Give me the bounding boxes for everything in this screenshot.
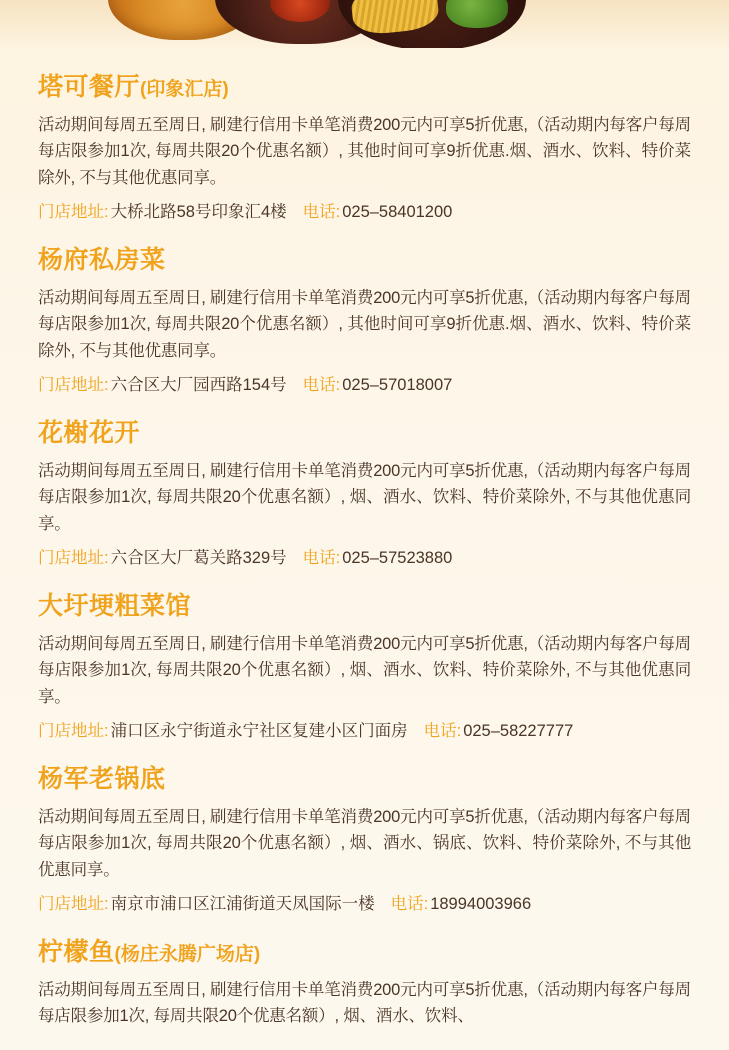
address-value: 六合区大厂园西路154号 (110, 375, 287, 394)
promo-description: 活动期间每周五至周日, 刷建行信用卡单笔消费200元内可享5折优惠,（活动期内每客户每周每店限参加1次, 每周共限20个优惠名额）, 烟、酒水、饮料、特价菜除外, 不与其他优惠同享。 (38, 461, 691, 534)
phone-value[interactable]: 025–57523880 (342, 548, 453, 567)
promo-description: 活动期间每周五至周日, 刷建行信用卡单笔消费200元内可享5折优惠,（活动期内每客户每周每店限参加1次, 每周共限20个优惠名额）, 烟、酒水、锅底、饮料、特价菜除外, 不与其他优惠同享。 (38, 807, 691, 880)
shop-name (38, 420, 691, 448)
list-item (38, 48, 691, 225)
address-value: 南京市浦口区江浦街道天凤国际一楼 (110, 894, 375, 913)
shop-contact (38, 372, 691, 398)
shop-contact (38, 199, 691, 225)
shop-name-main: 杨府私房菜 (38, 246, 166, 275)
address-label: 门店地址: (38, 721, 109, 740)
address-label: 门店地址: (38, 202, 109, 221)
phone-label: 电话: (302, 548, 341, 567)
list-item (38, 917, 691, 1030)
list-item (38, 571, 691, 744)
address-label: 门店地址: (38, 548, 109, 567)
shop-name-branch: (印象汇店) (140, 79, 229, 100)
promo-description: 活动期间每周五至周日, 刷建行信用卡单笔消费200元内可享5折优惠,（活动期内每客户每周每店限参加1次, 每周共限20个优惠名额）, 烟、酒水、饮料、 (38, 980, 691, 1026)
food-photo-3 (338, 0, 526, 48)
address-label: 门店地址: (38, 894, 109, 913)
address-value: 浦口区永宁街道永宁社区复建小区门面房 (110, 721, 408, 740)
phone-label: 电话: (423, 721, 462, 740)
shop-contact (38, 891, 691, 917)
shop-name (38, 939, 691, 967)
phone-value[interactable]: 025–58401200 (342, 202, 453, 221)
shop-name-main: 柠檬鱼 (38, 938, 115, 967)
phone-value[interactable]: 025–57018007 (342, 375, 453, 394)
shop-contact (38, 718, 691, 744)
shop-contact (38, 545, 691, 571)
merchant-list (0, 48, 729, 1030)
list-item (38, 398, 691, 571)
food-photo-band (0, 0, 729, 48)
shop-name-main: 塔可餐厅 (38, 73, 141, 101)
address-label: 门店地址: (38, 375, 109, 394)
list-item (38, 225, 691, 398)
shop-name (38, 593, 691, 621)
shop-name-main: 杨军老锅底 (38, 765, 166, 794)
shop-name (38, 247, 691, 275)
phone-value[interactable]: 18994003966 (430, 894, 532, 913)
phone-label: 电话: (302, 202, 341, 221)
shop-name-main: 花榭花开 (38, 419, 141, 448)
address-value: 六合区大厂葛关路329号 (110, 548, 287, 567)
phone-value[interactable]: 025–58227777 (463, 721, 574, 740)
shop-name (38, 766, 691, 794)
phone-label: 电话: (390, 894, 429, 913)
list-item (38, 744, 691, 917)
promo-description: 活动期间每周五至周日, 刷建行信用卡单笔消费200元内可享5折优惠,（活动期内每客户每周每店限参加1次, 每周共限20个优惠名额）, 烟、酒水、饮料、特价菜除外, 不与其他优惠同享。 (38, 634, 691, 707)
shop-name-branch: (杨庄永腾广场店) (114, 944, 261, 966)
shop-name-main: 大圩埂粗菜馆 (38, 592, 192, 621)
promo-description: 活动期间每周五至周日, 刷建行信用卡单笔消费200元内可享5折优惠,（活动期内每客户每周每店限参加1次, 每周共限20个优惠名额）, 其他时间可享9折优惠.烟、酒水、饮料、特价菜除外, 不与其他优惠同享。 (38, 115, 691, 187)
shop-name (38, 74, 691, 102)
promo-description: 活动期间每周五至周日, 刷建行信用卡单笔消费200元内可享5折优惠,（活动期内每客户每周每店限参加1次, 每周共限20个优惠名额）, 其他时间可享9折优惠.烟、酒水、饮料、特价菜除外, 不与其他优惠同享。 (38, 288, 691, 360)
address-value: 大桥北路58号印象汇4楼 (110, 202, 287, 221)
phone-label: 电话: (302, 375, 341, 394)
